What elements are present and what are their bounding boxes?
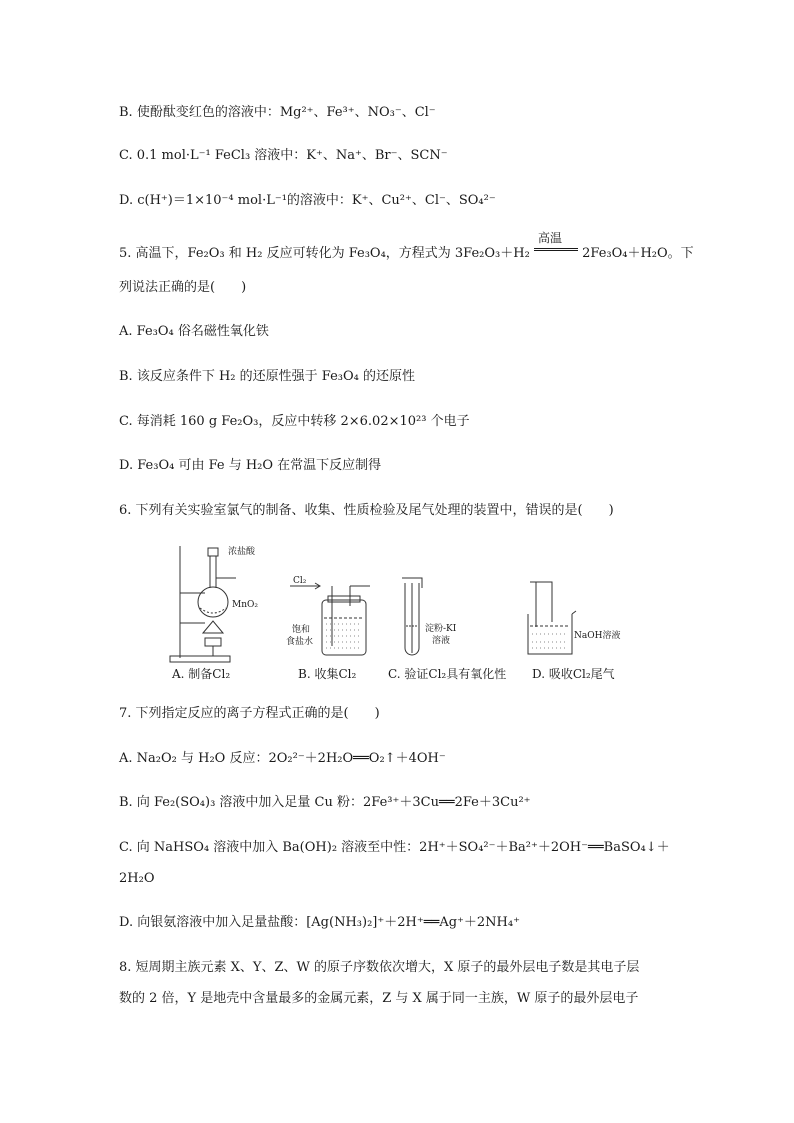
q5-option-a: A. Fe₃O₄ 俗名磁性氧化铁: [119, 324, 269, 339]
q6-stem: 6. 下列有关实验室氯气的制备、收集、性质检验及尾气处理的装置中，错误的是( ): [119, 503, 614, 518]
caption-d: D. 吸收Cl₂尾气: [532, 667, 615, 681]
apparatus-d: [528, 582, 576, 654]
q5-stem-post: 2Fe₃O₄＋H₂O。下: [582, 246, 694, 261]
reaction-condition-text: 高温: [537, 231, 562, 245]
q5-option-b: B. 该反应条件下 H₂ 的还原性强于 Fe₃O₄ 的还原性: [119, 369, 415, 384]
caption-a: A. 制备Cl₂: [172, 667, 231, 681]
apparatus-c: [402, 578, 422, 655]
q7-option-c-line2: 2H₂O: [119, 871, 155, 886]
label-conc-hcl: 浓盐酸: [228, 547, 256, 557]
q8-stem-line1: 8. 短周期主族元素 X、Y、Z、W 的原子序数依次增大，X 原子的最外层电子数是其电子层: [119, 960, 640, 975]
label-naoh: NaOH溶液: [574, 631, 621, 641]
label-starch-ki-2: 溶液: [432, 636, 451, 646]
label-mno2: MnO₂: [232, 600, 258, 610]
q5-stem-line1: [119, 231, 694, 263]
q7-option-a: A. Na₂O₂ 与 H₂O 反应：2O₂²⁻＋2H₂O══O₂↑＋4OH⁻: [119, 751, 446, 766]
label-sat-brine-2: 食盐水: [286, 637, 314, 647]
reaction-double-bar: [534, 248, 578, 251]
q7-option-d: D. 向银氨溶液中加入足量盐酸：[Ag(NH₃)₂]⁺＋2H⁺══Ag⁺＋2NH₄⁺: [119, 915, 520, 930]
q5-stem-pre: 5. 高温下，Fe₂O₃ 和 H₂ 反应可转化为 Fe₃O₄，方程式为 3Fe₂O₃＋H₂: [119, 246, 530, 261]
label-cl2: Cl₂: [293, 576, 307, 586]
q8-stem-line2: 数的 2 倍，Y 是地壳中含量最多的金属元素，Z 与 X 属于同一主族，W 原子的最外层电子: [119, 991, 639, 1006]
apparatus-figure: [150, 538, 650, 683]
q7-option-c-line1: C. 向 NaHSO₄ 溶液中加入 Ba(OH)₂ 溶液至中性：2H⁺＋SO₄²⁻＋Ba²⁺＋2OH⁻══BaSO₄↓＋: [119, 840, 670, 855]
apparatus-drawing: [150, 538, 650, 683]
caption-c: C. 验证Cl₂具有氧化性: [388, 667, 507, 681]
q5-stem-line2: 列说法正确的是( ): [119, 280, 247, 295]
q7-option-b: B. 向 Fe₂(SO₄)₃ 溶液中加入足量 Cu 粉：2Fe³⁺＋3Cu══2Fe＋3Cu²⁺: [119, 795, 531, 810]
q7-stem: 7. 下列指定反应的离子方程式正确的是( ): [119, 706, 380, 721]
q4-option-b: B. 使酚酞变红色的溶液中：Mg²⁺、Fe³⁺、NO₃⁻、Cl⁻: [119, 105, 436, 120]
caption-b: B. 收集Cl₂: [298, 667, 357, 681]
reaction-condition: [534, 231, 578, 257]
q4-option-c: C. 0.1 mol·L⁻¹ FeCl₃ 溶液中：K⁺、Na⁺、Br⁻、SCN⁻: [119, 148, 448, 163]
label-starch-ki-1: 淀粉-KI: [425, 624, 457, 634]
label-sat-brine-1: 饱和: [292, 625, 311, 635]
q4-option-d: D. c(H⁺)＝1×10⁻⁴ mol·L⁻¹的溶液中：K⁺、Cu²⁺、Cl⁻、SO₄²⁻: [119, 193, 496, 208]
q5-option-c: C. 每消耗 160 g Fe₂O₃，反应中转移 2×6.02×10²³ 个电子: [119, 414, 470, 429]
apparatus-a: [170, 546, 236, 662]
q5-option-d: D. Fe₃O₄ 可由 Fe 与 H₂O 在常温下反应制得: [119, 458, 382, 473]
